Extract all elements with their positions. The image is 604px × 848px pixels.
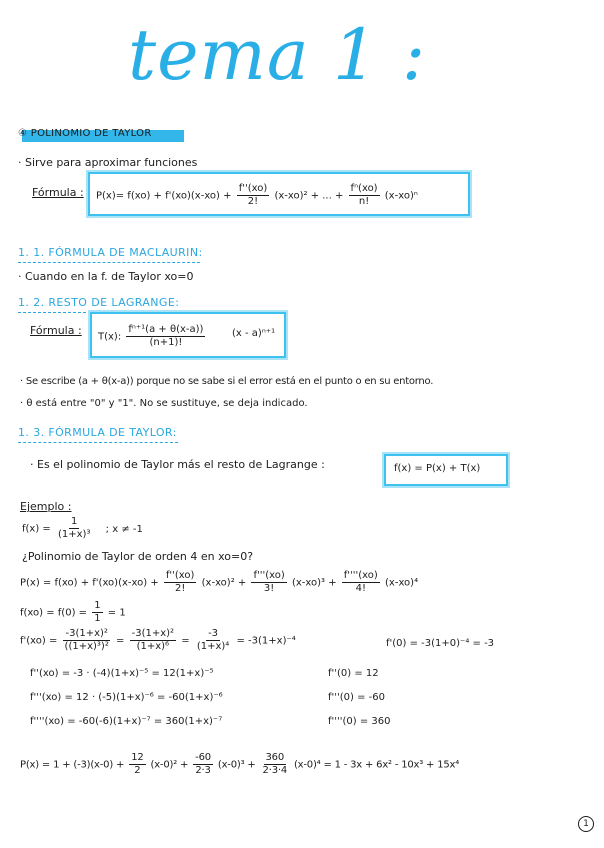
page-number: 1 xyxy=(578,816,594,832)
example-polynomial: P(x) = f(xo) + f'(xo)(x-xo) + $\frac{f''(xo)}{2!}$ (x-xo)² + $\frac{f'''(xo)}{3!}$ (x-xo)³ + $\frac{f''''(xo)}{4!}$ (x-xo)⁴ xyxy=(20,570,419,594)
subsection-heading-taylor: 1. 3. FÓRMULA DE TAYLOR: xyxy=(18,426,177,439)
example-derivative-2-eval: f''(0) = 12 xyxy=(328,668,379,679)
taylor-formula-box xyxy=(384,454,508,486)
example-derivative-4: f''''(xo) = -60(-6)(1+x)⁻⁷ = 360(1+x)⁻⁷ xyxy=(30,716,223,727)
maclaurin-text: · Cuando en la f. de Taylor xo=0 xyxy=(18,270,194,283)
example-derivative-1: f'(xo) = $\frac{\text{-3(1+x)²}}{\text{((1+x)³)²}}$ = $\frac{\text{-3(1+x)²}}{\text{(1+x)⁶}}$ = $\frac{-3}{\text{(1+x)⁴}}$ = -3(1+x)⁻⁴ xyxy=(20,628,296,652)
lagrange-note-2: · θ está entre "0" y "1". No se sustituye, se deja indicado. xyxy=(20,398,308,409)
subsection-heading-lagrange: 1. 2. RESTO DE LAGRANGE: xyxy=(18,296,180,309)
heading-underline xyxy=(18,262,200,263)
subsection-heading-maclaurin: 1. 1. FÓRMULA DE MACLAURIN: xyxy=(18,246,203,259)
example-function: f(x) = $\frac{1}{\text{(1+x)³}}$ ; x ≠ -1 xyxy=(22,516,143,540)
taylor-formula: P(x)= f(xo) + f'(xo)(x-xo) + $\frac{f''(xo)}{2!}$ (x-xo)² + ... + $\frac{\text{fⁿ(xo)}}{n!}$ (x-xo)ⁿ xyxy=(96,183,418,207)
lagrange-formula: T(x): $\frac{\text{fⁿ⁺¹(a + θ(x-a))}}{(n+1)!}$ xyxy=(98,324,204,348)
example-derivative-3-eval: f'''(0) = -60 xyxy=(328,692,386,703)
lagrange-tail: (x - a)ⁿ⁺¹ xyxy=(232,328,276,339)
formula-label: Fórmula : xyxy=(30,324,82,337)
taylor-text: · Es el polinomio de Taylor más el resto de Lagrange : xyxy=(30,458,325,471)
heading-underline xyxy=(18,442,178,443)
example-question: ¿Polinomio de Taylor de orden 4 en xo=0? xyxy=(22,550,254,563)
example-derivative-4-eval: f''''(0) = 360 xyxy=(328,716,391,727)
example-f0: f(xo) = f(0) = $\frac{1}{1}$ = 1 xyxy=(20,600,126,624)
taylor-boxed-formula: f(x) = P(x) + T(x) xyxy=(394,463,481,474)
section-heading: ④ POLINOMIO DE TAYLOR xyxy=(18,128,152,139)
example-derivative-3: f'''(xo) = 12 · (-5)(1+x)⁻⁶ = -60(1+x)⁻⁶ xyxy=(30,692,223,703)
example-final-polynomial: P(x) = 1 + (-3)(x-0) + $\frac{12}{2}$ (x-0)² + $\frac{-60}{2\cdot 3}$ (x-0)³ + $\frac{360}{2\cdot 3\cdot 4}$ (x-0)⁴ = 1 - 3x + 6x² - 10x³ + 15x⁴ xyxy=(20,752,460,776)
formula-label: Fórmula : xyxy=(32,186,84,199)
example-label: Ejemplo : xyxy=(20,500,72,513)
intro-text: · Sirve para aproximar funciones xyxy=(18,156,198,169)
lagrange-note-1: · Se escribe (a + θ(x-a)) porque no se sabe si el error está en el punto o en su entorno. xyxy=(20,376,434,387)
example-derivative-2: f''(xo) = -3 · (-4)(1+x)⁻⁵ = 12(1+x)⁻⁵ xyxy=(30,668,214,679)
example-derivative-1-eval: f'(0) = -3(1+0)⁻⁴ = -3 xyxy=(386,638,495,649)
page-title: tema 1 : xyxy=(128,14,427,96)
taylor-formula-box xyxy=(88,172,470,216)
